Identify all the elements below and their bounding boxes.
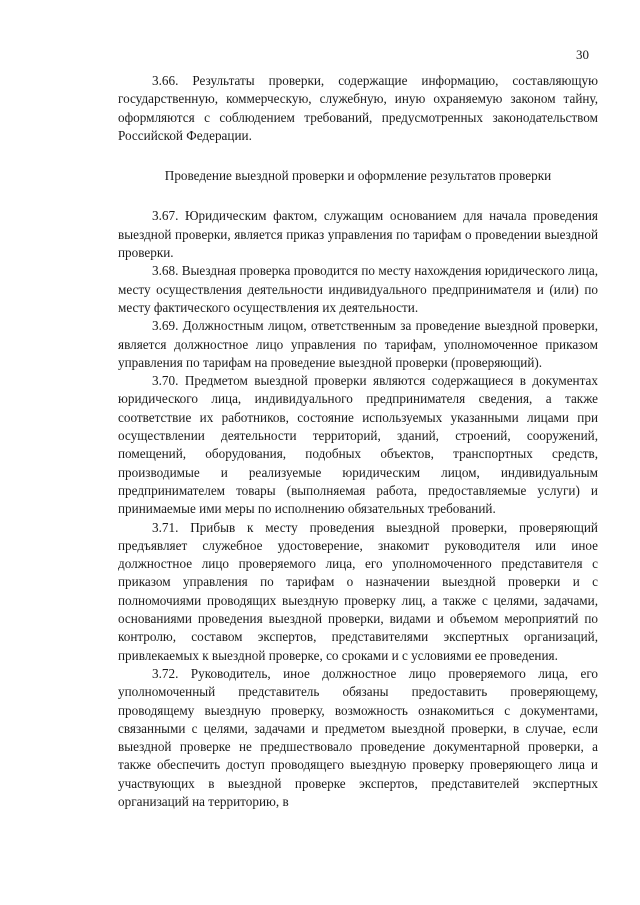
paragraph-3-70: 3.70. Предметом выездной проверки являются содержащиеся в документах юридического лица, индивидуального предпринимателя сведения, а также соответствие их работников, состояние используемых указанными лицами при осуществлении деятельности территорий, зданий, строений, сооружений, помещений, оборудования, подобных объектов, транспортных средств, производимые и реализуемые юридическим лицом, индивидуальным предпринимателем товары (выполняемая работа, предоставляемые услуги) и принимаемые ими меры по исполнению обязательных требований. [118, 373, 598, 517]
paragraph-3-67: 3.67. Юридическим фактом, служащим основанием для начала проведения выездной проверки, является приказ управления по тарифам о проведении выездной проверки. [118, 208, 598, 261]
paragraph-3-71: 3.71. Прибыв к месту проведения выездной проверки, проверяющий предъявляет служебное удостоверение, знакомит руководителя или иное должностное лицо проверяемого лица, его уполномоченного представителя с приказом управления по тарифам о назначении выездной проверки и с полномочиями проводящих выездную проверку лиц, а также с целями, задачами, основаниями проведения выездной проверки, видами и объемом мероприятий по контролю, составом экспертов, представителями экспертных организаций, привлекаемых к выездной проверке, со сроками и с условиями ее проведения. [118, 519, 598, 663]
section-heading: Проведение выездной проверки и оформление результатов проверки [164, 168, 552, 184]
page-number: 30 [576, 47, 589, 62]
paragraph-3-68: 3.68. Выездная проверка проводится по месту нахождения юридического лица, месту осуществления деятельности индивидуального предпринимателя и (или) по месту фактического осуществления их деятельности. [118, 263, 598, 315]
document-body [118, 72, 598, 811]
paragraph-3-66: 3.66. Результаты проверки, содержащие информацию, составляющую государственную, коммерческую, служебную, иную охраняемую законом тайну, оформляются с соблюдением требований, предусмотренных законодательством Российской Федерации. [118, 73, 598, 143]
paragraph-3-69: 3.69. Должностным лицом, ответственным за проведение выездной проверки, является должностное лицо управления по тарифам, уполномоченное приказом управления по тарифам на проведение выездной проверки (проверяющий). [118, 318, 598, 370]
paragraph-3-72: 3.72. Руководитель, иное должностное лицо проверяемого лица, его уполномоченный представитель обязаны предоставить проверяющему, проводящему выездную проверку, возможность ознакомиться с документами, связанными с целями, задачами и предметом выездной проверки, в случае, если выездной проверке не предшествовало проведение документарной проверки, а также обеспечить доступ проводящего выездную проверку проверяющего лица и участвующих в выездной проверке экспертов, представителей экспертных организаций на территорию, в [118, 665, 598, 809]
